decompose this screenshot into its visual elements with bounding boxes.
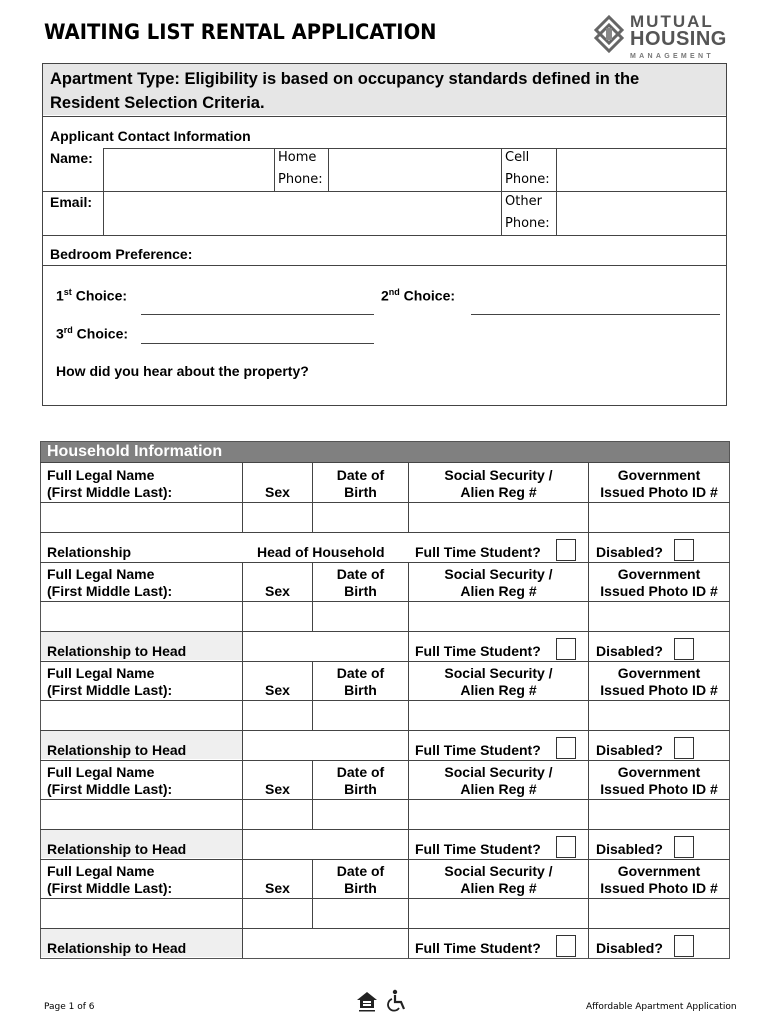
- ssn-input[interactable]: [409, 701, 588, 729]
- col-sex-label: Sex: [265, 880, 290, 896]
- sex-input[interactable]: [243, 800, 312, 828]
- bedroom-preference-label: Bedroom Preference:: [50, 246, 193, 262]
- relationship-to-head-label: Relationship to Head: [47, 742, 187, 758]
- student-checkbox[interactable]: [556, 638, 576, 660]
- student-label: Full Time Student?: [415, 940, 541, 956]
- logo-mark-icon: [592, 14, 626, 54]
- relationship-input[interactable]: [243, 929, 407, 957]
- photo-id-input[interactable]: [589, 800, 730, 828]
- other-phone-field[interactable]: [557, 192, 726, 234]
- col-id-label: Government Issued Photo ID #: [600, 764, 718, 797]
- choice-3-input-line[interactable]: [141, 343, 374, 344]
- ssn-input[interactable]: [409, 899, 588, 927]
- photo-id-input[interactable]: [589, 602, 730, 630]
- grid-line: [40, 859, 730, 860]
- choice-2-input-line[interactable]: [471, 314, 720, 315]
- ssn-input[interactable]: [409, 602, 588, 630]
- grid-line: [588, 928, 589, 958]
- sex-input[interactable]: [243, 701, 312, 729]
- apartment-type-text: Apartment Type: Eligibility is based on occupancy standards defined in the Resident Selection Criteria.: [50, 70, 640, 112]
- name-field[interactable]: [104, 149, 273, 190]
- grid-line: [40, 760, 730, 761]
- relationship-input[interactable]: [243, 830, 407, 858]
- col-sex-label: Sex: [265, 682, 290, 698]
- cell-phone-field[interactable]: [557, 149, 726, 190]
- name-input[interactable]: [41, 503, 242, 531]
- disabled-label: Disabled?: [596, 544, 663, 560]
- col-name-label: Full Legal Name (First Middle Last):: [47, 863, 173, 896]
- relationship-input[interactable]: [243, 731, 407, 759]
- other-phone-label-2: Phone:: [505, 216, 550, 231]
- name-input[interactable]: [41, 899, 242, 927]
- col-name-label: Full Legal Name (First Middle Last):: [47, 467, 173, 500]
- disabled-label: Disabled?: [596, 841, 663, 857]
- relationship-to-head-label: Relationship to Head: [47, 643, 187, 659]
- home-phone-label-2: Phone:: [278, 172, 323, 187]
- home-phone-field[interactable]: [329, 149, 500, 190]
- page-number: Page 1 of 6: [44, 1002, 95, 1012]
- sex-input[interactable]: [243, 899, 312, 927]
- grid-line: [588, 631, 589, 661]
- dob-input[interactable]: [313, 800, 408, 828]
- hear-about-label: How did you hear about the property?: [56, 363, 309, 379]
- disabled-label: Disabled?: [596, 742, 663, 758]
- disabled-label: Disabled?: [596, 940, 663, 956]
- accessibility-icon: [386, 989, 408, 1013]
- student-label: Full Time Student?: [415, 841, 541, 857]
- ssn-input[interactable]: [409, 800, 588, 828]
- student-checkbox[interactable]: [556, 737, 576, 759]
- col-ssn-label: Social Security / Alien Reg #: [444, 467, 553, 500]
- logo-text-housing: HOUSING: [630, 28, 727, 50]
- grid-line: [408, 928, 409, 958]
- col-ssn-label: Social Security / Alien Reg #: [444, 863, 553, 896]
- grid-line: [40, 661, 730, 662]
- email-label: Email:: [50, 194, 93, 210]
- col-ssn-label: Social Security / Alien Reg #: [444, 764, 553, 797]
- other-phone-label-1: Other: [505, 194, 542, 209]
- relationship-to-head-label: Relationship to Head: [47, 841, 187, 857]
- equal-housing-icon: [356, 990, 378, 1012]
- choice-3-label: 3rd Choice:: [56, 325, 129, 342]
- col-name-label: Full Legal Name (First Middle Last):: [47, 566, 173, 599]
- disabled-checkbox[interactable]: [674, 836, 694, 858]
- col-sex-label: Sex: [265, 583, 290, 599]
- relationship-to-head-label: Relationship to Head: [47, 940, 187, 956]
- col-dob-label: Date of Birth: [336, 764, 385, 797]
- name-input[interactable]: [41, 602, 242, 630]
- grid-line: [40, 562, 730, 563]
- photo-id-input[interactable]: [589, 899, 730, 927]
- page-title: WAITING LIST RENTAL APPLICATION: [44, 20, 437, 44]
- name-input[interactable]: [41, 800, 242, 828]
- student-label: Full Time Student?: [415, 643, 541, 659]
- email-field[interactable]: [104, 192, 500, 234]
- head-of-household-label: Head of Household: [257, 544, 385, 560]
- disabled-checkbox[interactable]: [674, 539, 694, 561]
- relationship-label: Relationship: [47, 544, 132, 560]
- student-checkbox[interactable]: [556, 935, 576, 957]
- grid-line: [40, 532, 730, 533]
- dob-input[interactable]: [313, 602, 408, 630]
- dob-input[interactable]: [313, 503, 408, 531]
- disabled-checkbox[interactable]: [674, 737, 694, 759]
- logo-text-management: MANAGEMENT: [630, 53, 714, 60]
- grid-line: [588, 532, 589, 562]
- grid-line: [40, 462, 730, 463]
- col-dob-label: Date of Birth: [336, 566, 385, 599]
- col-ssn-label: Social Security / Alien Reg #: [444, 566, 553, 599]
- choice-1-label: 1st Choice:: [56, 287, 128, 304]
- company-logo: [592, 12, 732, 64]
- photo-id-input[interactable]: [589, 503, 730, 531]
- col-ssn-label: Social Security / Alien Reg #: [444, 665, 553, 698]
- contact-heading: Applicant Contact Information: [50, 128, 251, 144]
- grid-line: [588, 829, 589, 859]
- grid-line: [408, 829, 409, 859]
- dob-input[interactable]: [313, 899, 408, 927]
- cell-phone-label-2: Phone:: [505, 172, 550, 187]
- relationship-input[interactable]: [243, 632, 407, 660]
- disabled-label: Disabled?: [596, 643, 663, 659]
- col-dob-label: Date of Birth: [336, 665, 385, 698]
- name-label: Name:: [50, 150, 93, 166]
- col-sex-label: Sex: [265, 781, 290, 797]
- sex-input[interactable]: [243, 503, 312, 531]
- logo-text-mutual: MUTUAL: [630, 12, 714, 31]
- disabled-checkbox[interactable]: [674, 935, 694, 957]
- student-checkbox[interactable]: [556, 836, 576, 858]
- choice-2-label: 2nd Choice:: [381, 287, 456, 304]
- col-name-label: Full Legal Name (First Middle Last):: [47, 764, 173, 797]
- choice-1-input-line[interactable]: [141, 314, 374, 315]
- col-id-label: Government Issued Photo ID #: [600, 467, 718, 500]
- sex-input[interactable]: [243, 602, 312, 630]
- col-id-label: Government Issued Photo ID #: [600, 566, 718, 599]
- grid-line: [408, 631, 409, 661]
- col-id-label: Government Issued Photo ID #: [600, 863, 718, 896]
- cell-phone-label-1: Cell: [505, 150, 530, 165]
- home-phone-label-1: Home: [278, 150, 317, 165]
- grid-line: [588, 730, 589, 760]
- ssn-input[interactable]: [409, 503, 588, 531]
- col-dob-label: Date of Birth: [336, 467, 385, 500]
- col-sex-label: Sex: [265, 484, 290, 500]
- name-input[interactable]: [41, 701, 242, 729]
- student-label: Full Time Student?: [415, 742, 541, 758]
- photo-id-input[interactable]: [589, 701, 730, 729]
- footer-title: Affordable Apartment Application: [586, 1002, 737, 1012]
- student-checkbox[interactable]: [556, 539, 576, 561]
- col-name-label: Full Legal Name (First Middle Last):: [47, 665, 173, 698]
- col-id-label: Government Issued Photo ID #: [600, 665, 718, 698]
- student-label: Full Time Student?: [415, 544, 541, 560]
- dob-input[interactable]: [313, 701, 408, 729]
- disabled-checkbox[interactable]: [674, 638, 694, 660]
- col-dob-label: Date of Birth: [336, 863, 385, 896]
- household-title: Household Information: [47, 443, 223, 460]
- grid-line: [408, 730, 409, 760]
